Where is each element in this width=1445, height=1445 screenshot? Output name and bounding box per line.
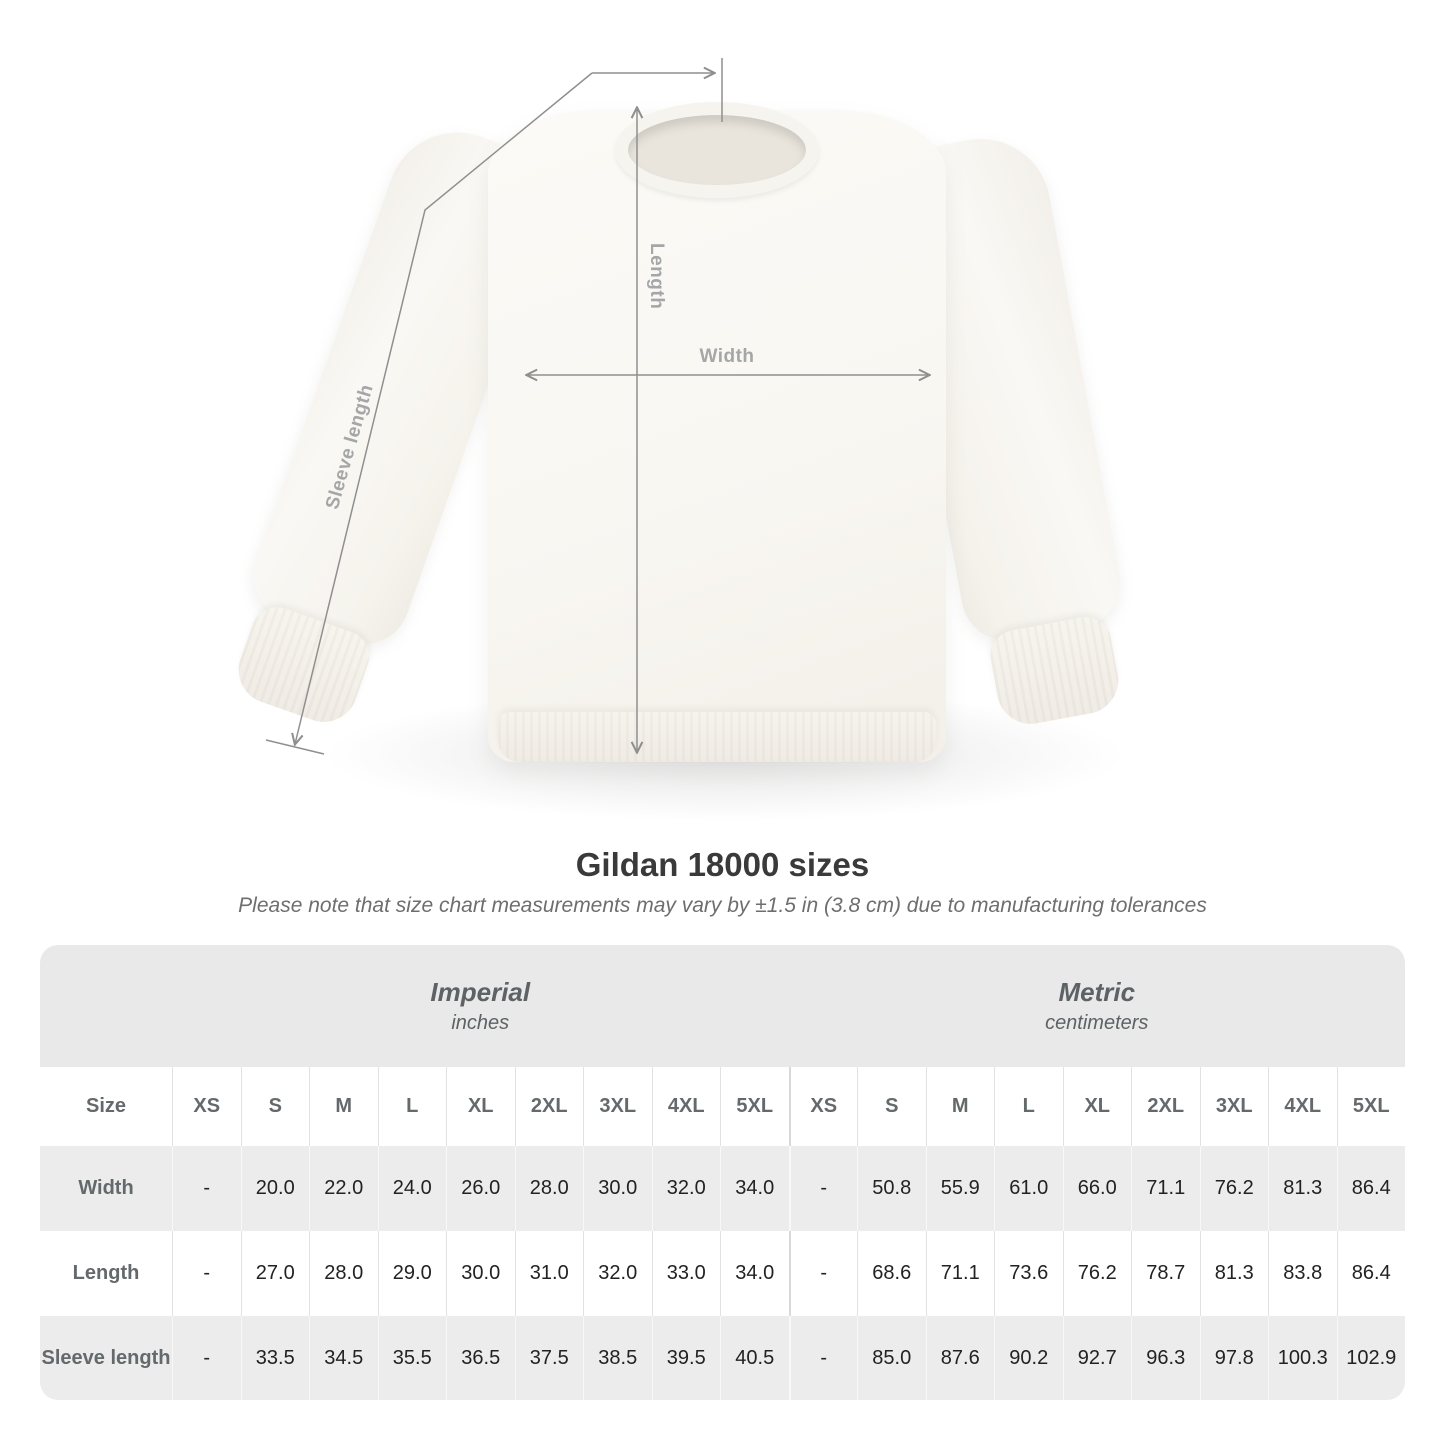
table-cell: 92.7 [1063, 1316, 1132, 1400]
table-cell: - [789, 1316, 858, 1400]
imperial-label: Imperial [430, 977, 531, 1007]
table-cell: 61.0 [994, 1146, 1063, 1231]
table-cell: 102.9 [1337, 1316, 1406, 1400]
table-cell: 68.6 [857, 1231, 926, 1316]
metric-unit: centimeters [1045, 1012, 1149, 1034]
table-cell: 78.7 [1131, 1231, 1200, 1316]
size-col-header: L [994, 1067, 1063, 1146]
table-cell: 76.2 [1200, 1146, 1269, 1231]
table-cell: 96.3 [1131, 1316, 1200, 1400]
table-cell: 81.3 [1200, 1231, 1269, 1316]
size-header: Size [40, 1067, 172, 1146]
table-cell: 100.3 [1268, 1316, 1337, 1400]
table-cell: - [789, 1231, 858, 1316]
table-cell: 29.0 [378, 1231, 447, 1316]
size-col-header: 5XL [720, 1067, 789, 1146]
size-col-header: S [241, 1067, 310, 1146]
table-cell: 73.6 [994, 1231, 1063, 1316]
row-label: Length [40, 1231, 172, 1316]
size-col-header: XL [446, 1067, 515, 1146]
length-dimension-label: Length [646, 243, 667, 310]
table-cell: 31.0 [515, 1231, 584, 1316]
size-col-header: 2XL [1131, 1067, 1200, 1146]
row-label: Sleeve length [40, 1316, 172, 1400]
table-cell: 37.5 [515, 1316, 584, 1400]
table-cell: 26.0 [446, 1146, 515, 1231]
table-cell: 28.0 [515, 1146, 584, 1231]
size-col-header: 3XL [1200, 1067, 1269, 1146]
size-col-header: M [309, 1067, 378, 1146]
table-cell: 35.5 [378, 1316, 447, 1400]
metric-section-header [789, 945, 1406, 1067]
table-cell: 81.3 [1268, 1146, 1337, 1231]
table-cell: 28.0 [309, 1231, 378, 1316]
table-cell: 34.0 [720, 1231, 789, 1316]
page-title: Gildan 18000 sizes [575, 846, 870, 883]
size-col-header: 5XL [1337, 1067, 1406, 1146]
sleeve-length-dimension-label: Sleeve length [322, 381, 378, 512]
table-cell: 86.4 [1337, 1231, 1406, 1316]
size-col-header: S [857, 1067, 926, 1146]
table-cell: 36.5 [446, 1316, 515, 1400]
size-col-header: XS [789, 1067, 858, 1146]
table-cell: 83.8 [1268, 1231, 1337, 1316]
table-cell: 32.0 [583, 1231, 652, 1316]
table-cell: 76.2 [1063, 1231, 1132, 1316]
sleeve-length-line [295, 73, 592, 744]
table-cell: 34.0 [720, 1146, 789, 1231]
table-cell: 71.1 [926, 1231, 995, 1316]
imperial-section-header [172, 945, 789, 1067]
table-cell: 71.1 [1131, 1146, 1200, 1231]
imperial-unit: inches [451, 1012, 510, 1034]
table-cell: 90.2 [994, 1316, 1063, 1400]
table-cell: 30.0 [583, 1146, 652, 1231]
size-col-header: 3XL [583, 1067, 652, 1146]
table-cell: 34.5 [309, 1316, 378, 1400]
table-cell: - [172, 1146, 241, 1231]
table-cell: 97.8 [1200, 1316, 1269, 1400]
table-cell: 50.8 [857, 1146, 926, 1231]
table-cell: 86.4 [1337, 1146, 1406, 1231]
table-cell: 85.0 [857, 1316, 926, 1400]
size-col-header: L [378, 1067, 447, 1146]
table-cell: 27.0 [241, 1231, 310, 1316]
table-cell: 33.5 [241, 1316, 310, 1400]
metric-label: Metric [1058, 977, 1136, 1007]
table-cell: - [172, 1231, 241, 1316]
size-col-header: XS [172, 1067, 241, 1146]
tolerance-note: Please note that size chart measurements may vary by ±1.5 in (3.8 cm) due to manufacturing tolerances [238, 894, 1207, 917]
table-cell: 30.0 [446, 1231, 515, 1316]
table-cell: - [789, 1146, 858, 1231]
width-dimension-label: Width [699, 346, 755, 367]
size-col-header: 4XL [1268, 1067, 1337, 1146]
table-corner-spacer [40, 945, 172, 1067]
table-cell: 32.0 [652, 1146, 721, 1231]
row-label: Width [40, 1146, 172, 1231]
table-cell: 66.0 [1063, 1146, 1132, 1231]
table-cell: 20.0 [241, 1146, 310, 1231]
table-cell: 40.5 [720, 1316, 789, 1400]
size-col-header: 4XL [652, 1067, 721, 1146]
table-cell: 24.0 [378, 1146, 447, 1231]
size-col-header: M [926, 1067, 995, 1146]
size-table [40, 945, 1405, 1400]
table-cell: 39.5 [652, 1316, 721, 1400]
size-col-header: XL [1063, 1067, 1132, 1146]
size-col-header: 2XL [515, 1067, 584, 1146]
table-cell: - [172, 1316, 241, 1400]
table-cell: 87.6 [926, 1316, 995, 1400]
table-cell: 22.0 [309, 1146, 378, 1231]
table-cell: 33.0 [652, 1231, 721, 1316]
table-cell: 38.5 [583, 1316, 652, 1400]
table-cell: 55.9 [926, 1146, 995, 1231]
